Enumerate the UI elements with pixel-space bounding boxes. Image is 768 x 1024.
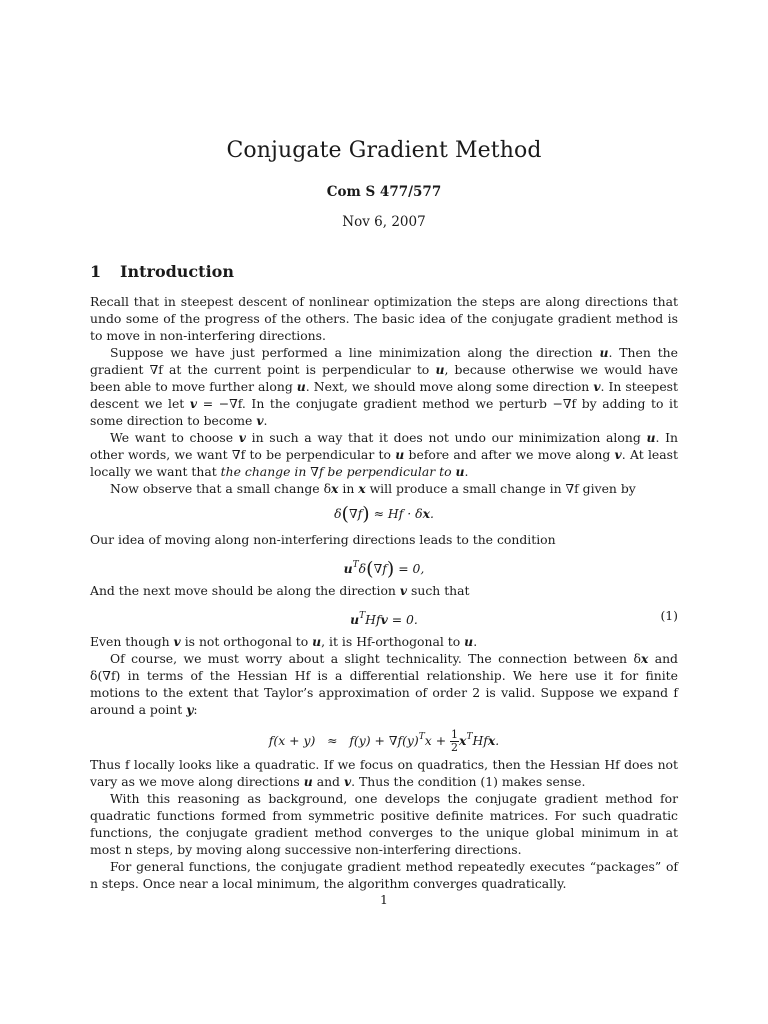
paragraph-11: For general functions, the conjugate gradient method repeatedly executes “packages” of n steps. Once near a local minimum, the algorithm converges quadratically. [90,859,678,891]
body-text [90,293,678,892]
paragraph-5: Our idea of moving along non-interfering directions leads to the condition [90,532,556,547]
section-number: 1 [90,262,102,281]
paragraph-8: Of course, we must worry about a slight technicality. The connection between δx and δ(∇f) in terms of the Hessian Hf is a differential relationship. We here use it for finite motions to the extent that Taylor’s approximation of order 2 is valid. Suppose we expand f around a point y: [90,651,678,717]
paragraph-7: Even though v is not orthogonal to u, it is Hf-orthogonal to u. [90,634,478,649]
paragraph-1: Recall that in steepest descent of nonlinear optimization the steps are along directions that undo some of the progress of the others. The basic idea of the conjugate gradient method is to move in non-interfering directions. [90,294,678,343]
page-number: 1 [380,892,388,907]
page-title: Conjugate Gradient Method [226,138,542,163]
equation-1: $u^THfv = 0$. (1) [90,599,678,633]
paragraph-3: We want to choose v in such a way that it does not undo our minimization along u. In other words, we want ∇f to be perpendicular to u before and after we move along v. At least locally we want that the change in ∇f be perpendicular to u. [90,430,678,479]
equation-taylor: f(x + y) ≈ $f(y) + \nabla f(y)^Tx$ + $\frac{1}{2}$ $x^THfx$. [268,728,500,754]
paragraph-2: Suppose we have just performed a line minimization along the direction u. Then the gradient ∇f at the current point is perpendicular to u, because otherwise we would have been able to move further along u. Next, we should move along some direction v. In steepest descent we let v = −∇f. In the conjugate gradient method we perturb −∇f by adding to it some direction to become v. [90,345,679,428]
date-label: Nov 6, 2007 [342,214,426,230]
paragraph-10: With this reasoning as background, one develops the conjugate gradient method for quadratic functions formed from symmetric positive definite matrices. For such quadratic functions, the conjugate gradient method converges to the unique global minimum in at most n steps, by moving along successive non-interfering directions. [90,791,678,857]
equation-gradient-change: δ(∇f) ≈ Hf · δx. [334,503,434,525]
paragraph-9: Thus f locally looks like a quadratic. If we focus on quadratics, then the Hessian Hf does not vary as we move along directions u and v. Thus the condition (1) makes sense. [90,757,678,789]
section-title: Introduction [120,262,234,281]
paragraph-4: Now observe that a small change δx in x will produce a small change in ∇f given by [110,481,636,496]
paragraph-6: And the next move should be along the direction v such that [90,583,470,598]
equation-condition: $u^T\delta(\nabla f) = 0$, [343,558,425,580]
paper-page [90,0,678,1024]
fraction-one-half: $\frac{1}{2}$ [451,728,459,754]
course-label: Com S 477/577 [326,184,442,200]
equation-number: (1) [660,608,678,623]
section-heading [90,262,234,281]
